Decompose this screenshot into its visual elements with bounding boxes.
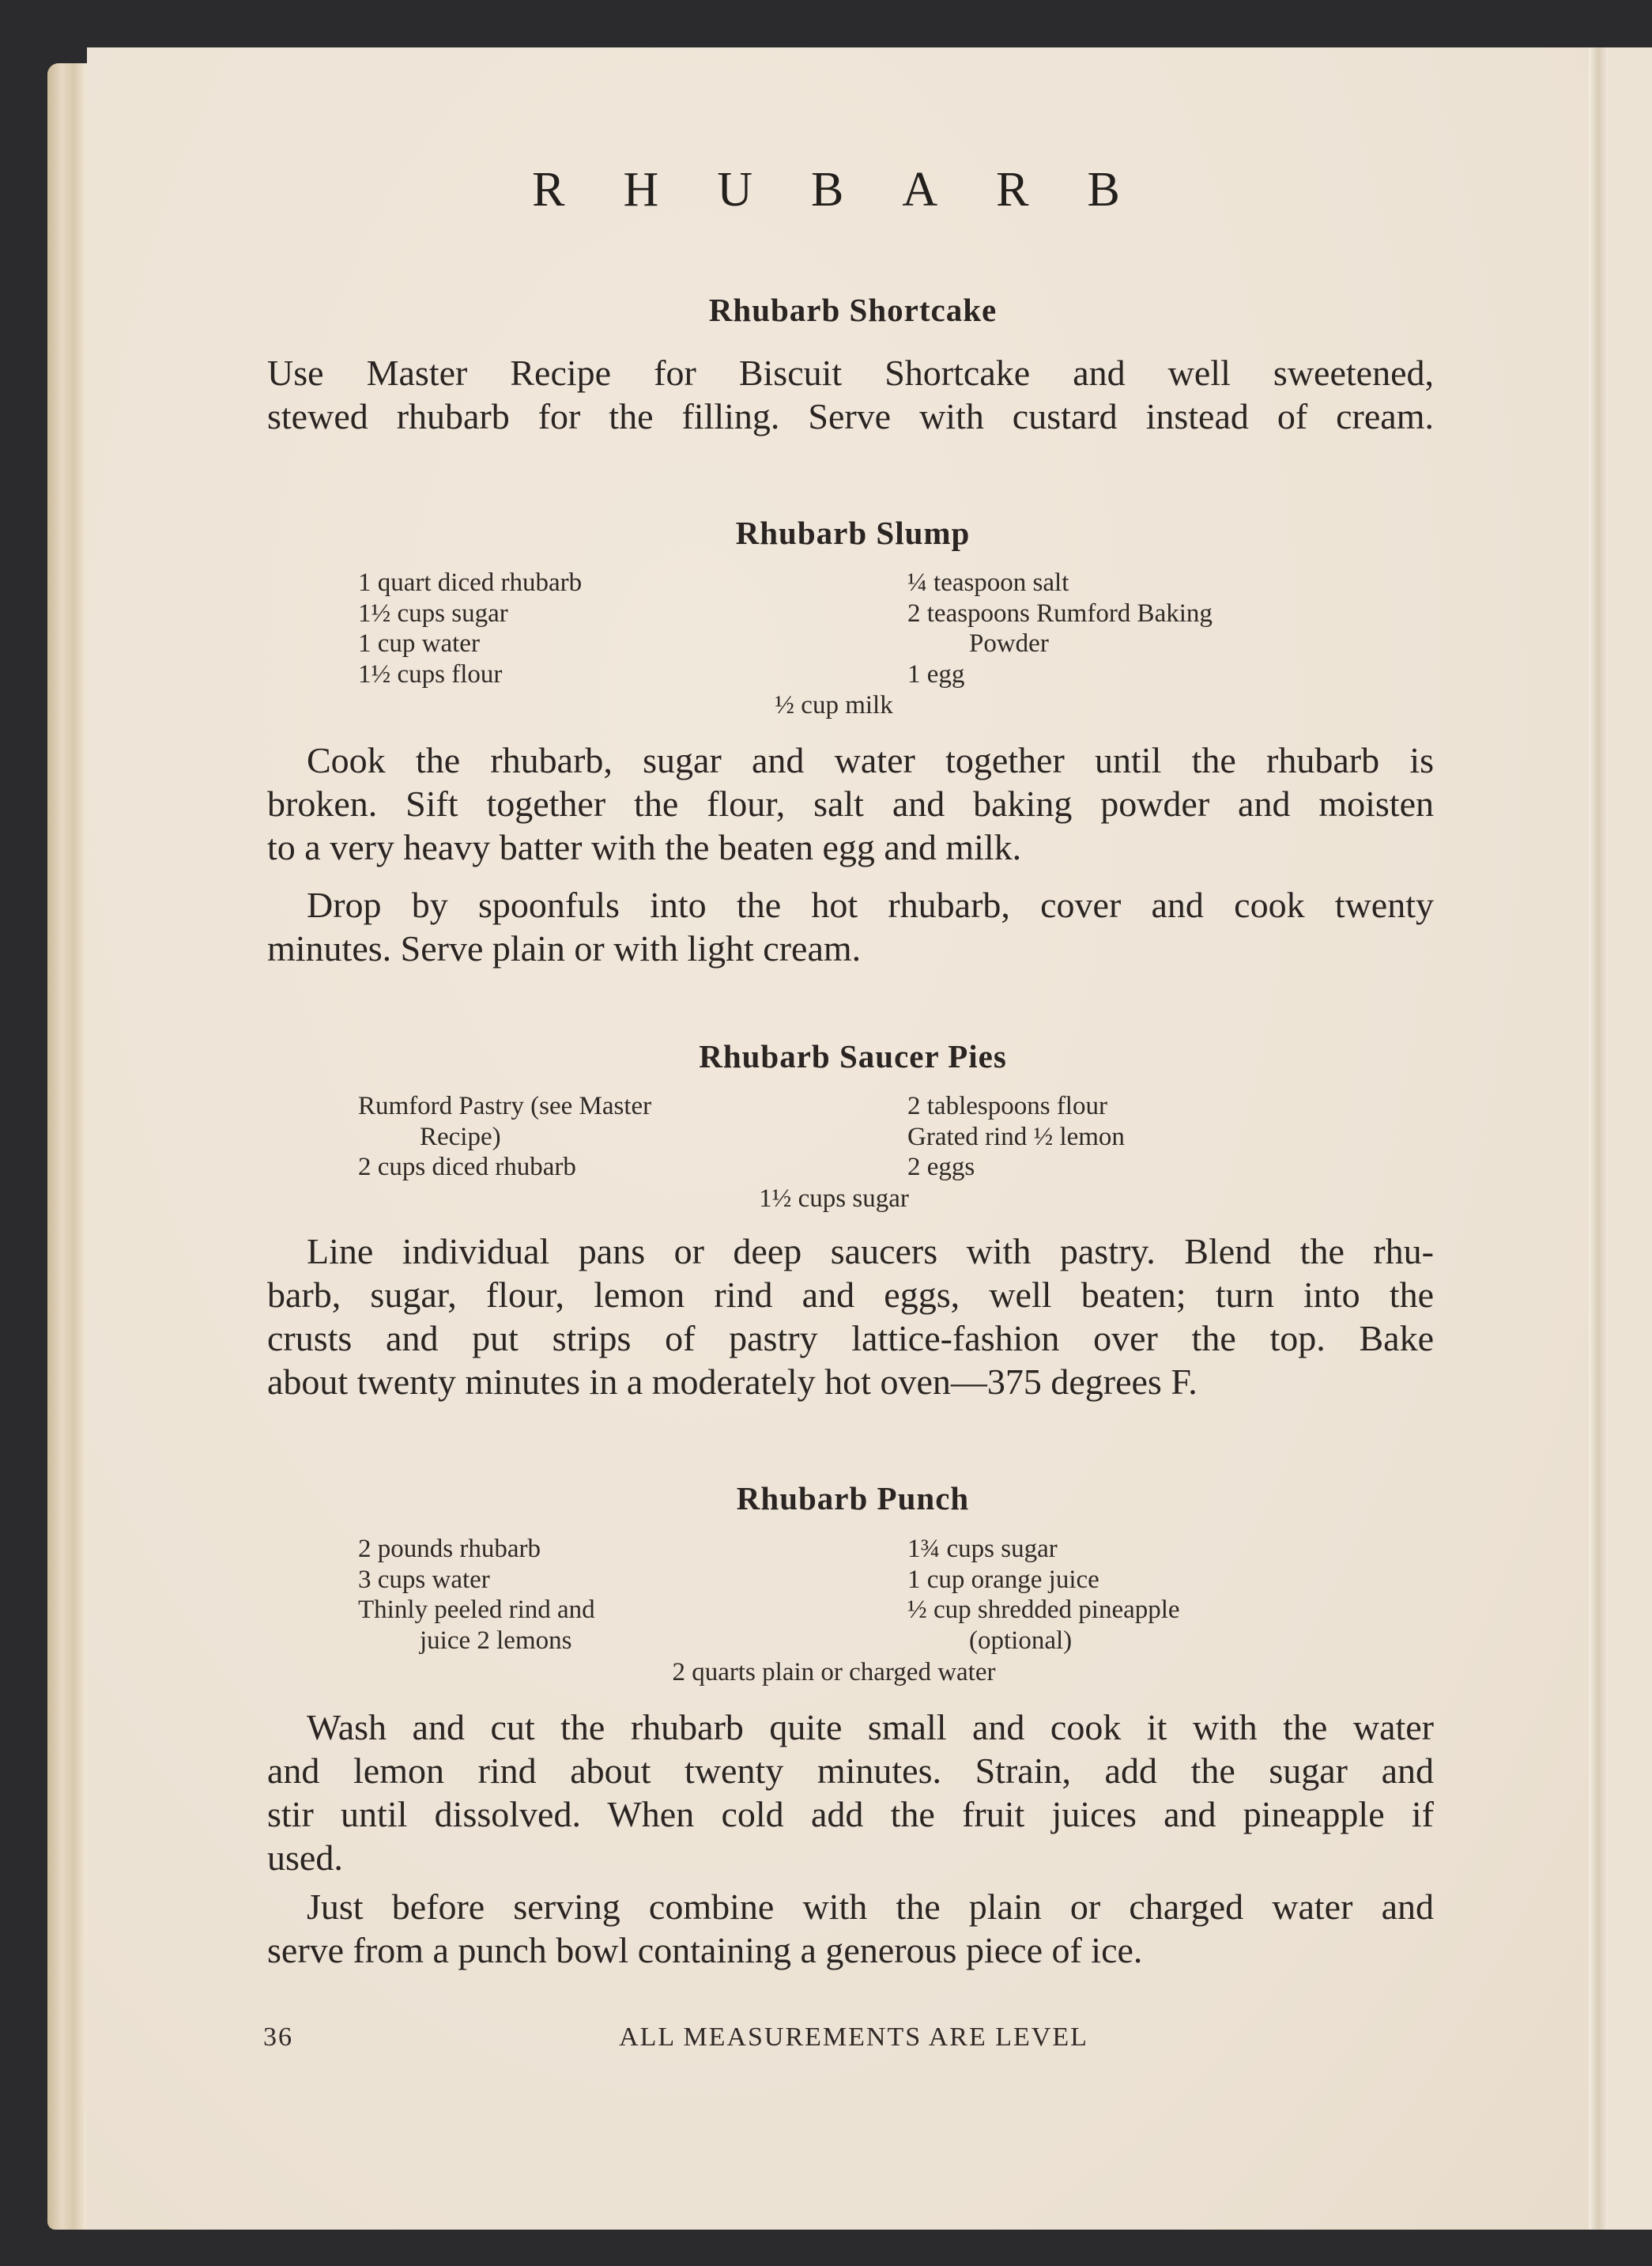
text-line: serve from a punch bowl containing a generous piece of ice.	[267, 1930, 1143, 1970]
chapter-title: RHUBARB	[532, 163, 1179, 217]
text-line: Line individual pans or deep saucers with pastry. Blend the rhu-	[307, 1231, 1434, 1271]
punch-ingredients-right	[907, 1534, 1180, 1656]
ingredient: Thinly peeled rind and	[358, 1596, 595, 1625]
ingredient: 1 egg	[907, 660, 965, 689]
ingredient: Recipe)	[420, 1122, 501, 1151]
text-line: Wash and cut the rhubarb quite small and cook it with the water	[307, 1707, 1434, 1747]
slump-ingredient-center: ½ cup milk	[775, 691, 893, 719]
ingredient: 1½ cups sugar	[358, 599, 508, 628]
ingredient: (optional)	[969, 1626, 1073, 1656]
text-line: barb, sugar, flour, lemon rind and eggs, well beaten; turn into the	[267, 1275, 1434, 1315]
recipe-title-punch: Rhubarb Punch	[736, 1480, 970, 1516]
punch-instructions-2	[267, 1885, 1434, 1972]
punch-ingredients-left	[358, 1534, 595, 1656]
text-line: minutes. Serve plain or with light cream.	[267, 928, 862, 969]
text-line: broken. Sift together the flour, salt and baking powder and moisten	[267, 784, 1434, 824]
ingredient: Powder	[969, 629, 1049, 659]
text-line: and lemon rind about twenty minutes. Strain, add the sugar and	[267, 1750, 1434, 1791]
ingredient: ¼ teaspoon salt	[907, 568, 1069, 597]
slump-ingredients-left	[358, 568, 582, 690]
footer-note: ALL MEASUREMENTS ARE LEVEL	[619, 2022, 1088, 2052]
ingredient: 3 cups water	[358, 1565, 490, 1594]
ingredient: 2 pounds rhubarb	[358, 1535, 541, 1563]
slump-ingredients-right	[907, 568, 1213, 690]
text-line: stir until dissolved. When cold add the fruit juices and pineapple if	[267, 1794, 1434, 1834]
ingredient: 1 quart diced rhubarb	[358, 568, 583, 597]
ingredient: juice 2 lemons	[420, 1626, 572, 1656]
text-line: Just before serving combine with the plain or charged water and	[307, 1886, 1434, 1927]
recipe-title-saucer-pies: Rhubarb Saucer Pies	[699, 1038, 1007, 1074]
slump-instructions	[267, 738, 1434, 869]
ingredient: 1 cup water	[358, 629, 480, 659]
text-line: to a very heavy batter with the beaten egg and milk.	[267, 827, 1022, 867]
page-number: 36	[263, 2022, 293, 2052]
text-line: Drop by spoonfuls into the hot rhubarb, cover and cook twenty	[307, 885, 1434, 925]
recipe-title-shortcake: Rhubarb Shortcake	[708, 292, 998, 328]
text-line: used.	[267, 1837, 343, 1878]
shortcake-instructions	[267, 351, 1434, 438]
text-line: about twenty minutes in a moderately hot oven—375 degrees F.	[267, 1361, 1198, 1402]
punch-ingredient-center: 2 quarts plain or charged water	[672, 1658, 996, 1686]
ingredient: 2 teaspoons Rumford Baking	[907, 599, 1213, 628]
text-line: Cook the rhubarb, sugar and water together until the rhubarb is	[307, 740, 1434, 780]
pies-ingredients-left	[358, 1091, 651, 1183]
pies-instructions	[267, 1229, 1434, 1403]
ingredient: 2 tablespoons flour	[907, 1092, 1107, 1120]
ingredient: Grated rind ½ lemon	[907, 1122, 1125, 1151]
book-gutter	[1589, 47, 1608, 2230]
ingredient: ½ cup shredded pineapple	[907, 1596, 1180, 1625]
punch-instructions	[267, 1705, 1434, 1879]
slump-instructions-2	[267, 883, 1434, 970]
pies-ingredients-right	[907, 1091, 1125, 1183]
ingredient: 1½ cups flour	[358, 660, 503, 689]
text-line: crusts and put strips of pastry lattice-fashion over the top. Bake	[267, 1318, 1434, 1358]
ingredient: Rumford Pastry (see Master	[358, 1092, 652, 1120]
text-line: stewed rhubarb for the filling. Serve with custard instead of cream.	[267, 396, 1434, 436]
pies-ingredient-center: 1½ cups sugar	[759, 1184, 909, 1213]
text-line: Use Master Recipe for Biscuit Shortcake and well sweetened,	[267, 353, 1434, 393]
facing-page-edge	[1608, 47, 1652, 2230]
recipe-title-slump: Rhubarb Slump	[735, 515, 971, 551]
ingredient: 1¾ cups sugar	[907, 1535, 1058, 1563]
ingredient: 2 eggs	[907, 1153, 975, 1182]
ingredient: 2 cups diced rhubarb	[358, 1153, 576, 1182]
ingredient: 1 cup orange juice	[907, 1565, 1099, 1594]
